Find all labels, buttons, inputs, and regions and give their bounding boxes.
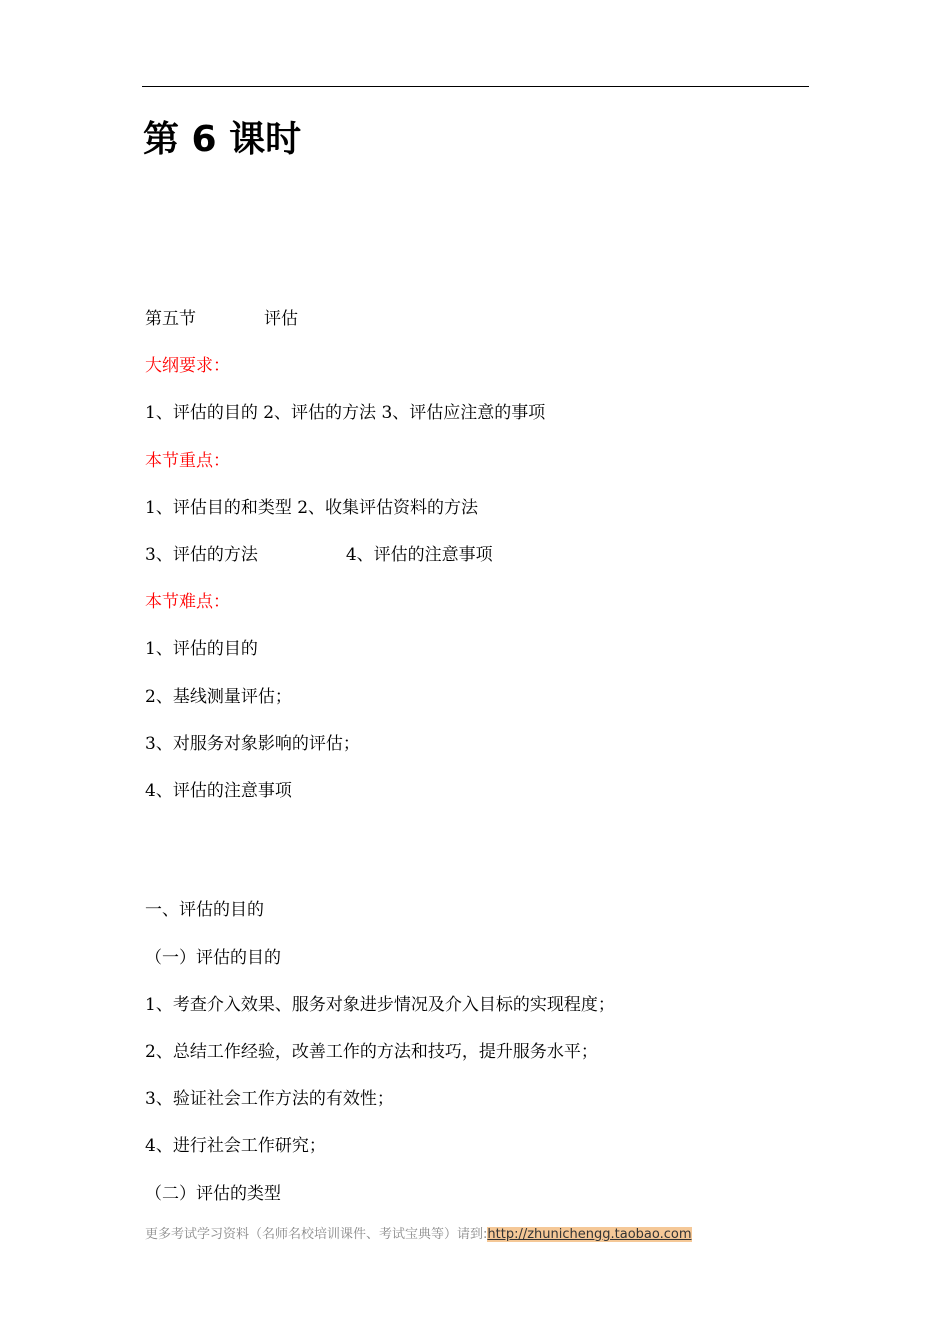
key-points-line [145, 543, 493, 567]
section-label: 第五节 [145, 309, 196, 329]
footer-link[interactable]: http://zhunichengg.taobao.com [487, 1227, 692, 1242]
key-points-heading: 本节重点： [145, 451, 230, 471]
outline-text: 1、评估的目的 2、评估的方法 3、评估应注意的事项 [145, 403, 546, 423]
subsection-heading: （二）评估的类型 [145, 1184, 281, 1204]
difficult-point-item: 2、基线测量评估； [145, 687, 292, 707]
body-item: 4、进行社会工作研究； [145, 1136, 326, 1156]
body-item: 3、验证社会工作方法的有效性； [145, 1089, 394, 1109]
body-item: 1、考查介入效果、服务对象进步情况及介入目标的实现程度； [145, 995, 615, 1015]
difficult-points-heading: 本节难点： [145, 592, 230, 612]
key-point-item: 4、评估的注意事项 [345, 545, 493, 565]
difficult-point-item: 3、对服务对象影响的评估； [145, 734, 360, 754]
subsection-heading: （一）评估的目的 [145, 948, 281, 968]
outline-heading: 大纲要求： [145, 356, 230, 376]
key-point-item: 3、评估的方法 [145, 545, 258, 565]
page-title: 第 6 课时 [143, 119, 302, 160]
difficult-point-item: 1、评估的目的 [145, 639, 258, 659]
footer-promo [145, 1225, 692, 1245]
header-rule [142, 86, 809, 87]
difficult-point-item: 4、评估的注意事项 [145, 781, 292, 801]
key-points-line: 1、评估目的和类型 2、收集评估资料的方法 [145, 498, 479, 518]
part-heading: 一、评估的目的 [145, 900, 264, 920]
section-name: 评估 [264, 309, 298, 329]
section-heading [145, 307, 298, 331]
footer-text: 更多考试学习资料（名师名校培训课件、考试宝典等）请到: [145, 1227, 488, 1242]
body-item: 2、总结工作经验，改善工作的方法和技巧，提升服务水平； [145, 1042, 598, 1062]
